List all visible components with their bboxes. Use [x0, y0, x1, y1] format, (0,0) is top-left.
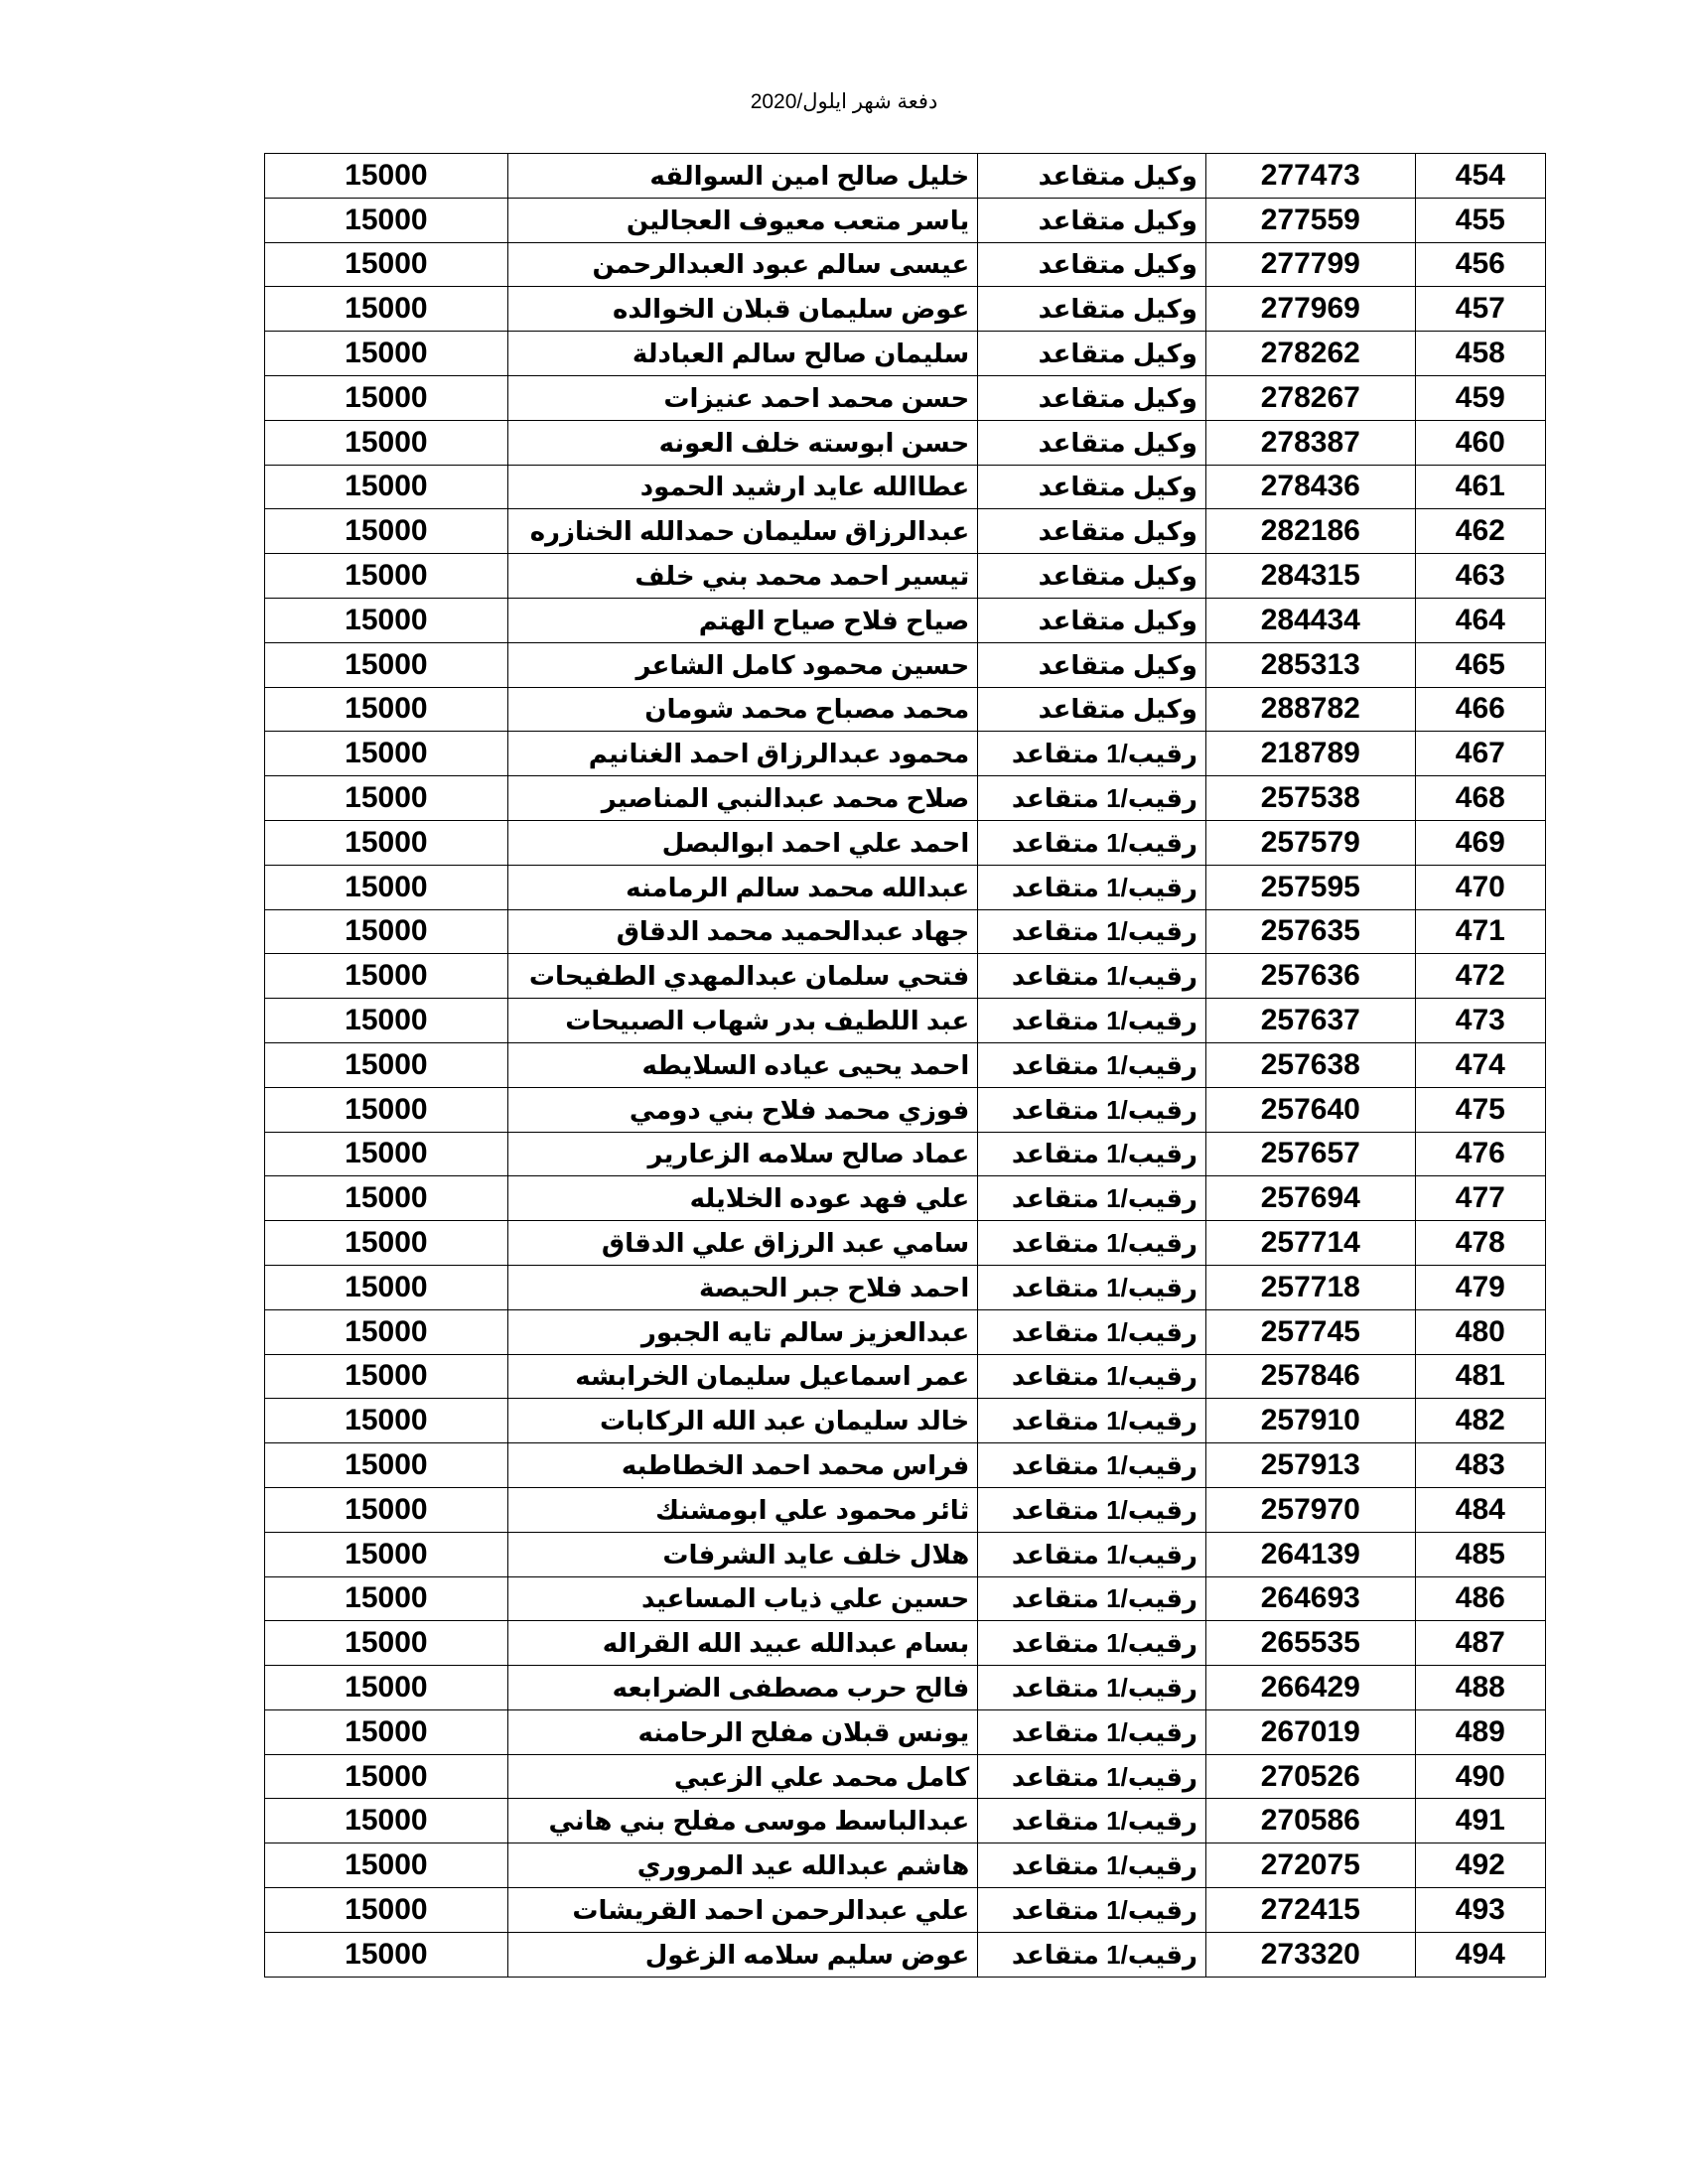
amount-cell: 15000	[265, 1843, 508, 1888]
military-id-cell: 257657	[1205, 1132, 1415, 1176]
amount-cell: 15000	[265, 687, 508, 732]
amount-cell: 15000	[265, 642, 508, 687]
rank-cell: رقيب/1 متقاعد	[978, 1087, 1206, 1132]
rank-cell: رقيب/1 متقاعد	[978, 1621, 1206, 1666]
amount-cell: 15000	[265, 999, 508, 1043]
table-row	[265, 1399, 1546, 1443]
full-name-cell: هلال خلف عايد الشرفات	[507, 1532, 977, 1576]
full-name-cell: صياح فلاح صياح الهتم	[507, 598, 977, 642]
rank-cell: رقيب/1 متقاعد	[978, 1487, 1206, 1532]
rank-cell: رقيب/1 متقاعد	[978, 1042, 1206, 1087]
amount-cell: 15000	[265, 1042, 508, 1087]
full-name-cell: عبدالرزاق سليمان حمدالله الخنازره	[507, 509, 977, 554]
table-row	[265, 242, 1546, 287]
amount-cell: 15000	[265, 1754, 508, 1799]
military-id-cell: 257635	[1205, 909, 1415, 954]
page-header: دفعة شهر ايلول/2020	[750, 90, 938, 113]
table-row	[265, 1309, 1546, 1354]
amount-cell: 15000	[265, 1221, 508, 1266]
serial-number-cell: 476	[1415, 1132, 1545, 1176]
amount-cell: 15000	[265, 375, 508, 420]
table-row	[265, 1576, 1546, 1621]
table-row	[265, 1265, 1546, 1309]
amount-cell: 15000	[265, 242, 508, 287]
rank-cell: وكيل متقاعد	[978, 465, 1206, 509]
military-id-cell: 285313	[1205, 642, 1415, 687]
table-row	[265, 820, 1546, 865]
full-name-cell: سامي عبد الرزاق علي الدقاق	[507, 1221, 977, 1266]
table-row	[265, 1754, 1546, 1799]
military-id-cell: 264693	[1205, 1576, 1415, 1621]
military-id-cell: 257636	[1205, 954, 1415, 999]
full-name-cell: عبدالباسط موسى مفلح بني هاني	[507, 1799, 977, 1843]
table-row	[265, 1709, 1546, 1754]
amount-cell: 15000	[265, 820, 508, 865]
full-name-cell: كامل محمد علي الزعبي	[507, 1754, 977, 1799]
full-name-cell: عبد اللطيف بدر شهاب الصبيحات	[507, 999, 977, 1043]
rank-cell: رقيب/1 متقاعد	[978, 865, 1206, 909]
rank-cell: رقيب/1 متقاعد	[978, 1709, 1206, 1754]
full-name-cell: فراس محمد احمد الخطاطبه	[507, 1443, 977, 1488]
rank-cell: رقيب/1 متقاعد	[978, 1932, 1206, 1977]
serial-number-cell: 464	[1415, 598, 1545, 642]
serial-number-cell: 479	[1415, 1265, 1545, 1309]
military-id-cell: 257970	[1205, 1487, 1415, 1532]
table-row	[265, 954, 1546, 999]
military-id-cell: 272415	[1205, 1888, 1415, 1933]
amount-cell: 15000	[265, 909, 508, 954]
rank-cell: رقيب/1 متقاعد	[978, 776, 1206, 821]
amount-cell: 15000	[265, 198, 508, 242]
serial-number-cell: 466	[1415, 687, 1545, 732]
military-id-cell: 282186	[1205, 509, 1415, 554]
table-row	[265, 1132, 1546, 1176]
amount-cell: 15000	[265, 154, 508, 199]
rank-cell: رقيب/1 متقاعد	[978, 1888, 1206, 1933]
amount-cell: 15000	[265, 554, 508, 599]
serial-number-cell: 468	[1415, 776, 1545, 821]
rank-cell: وكيل متقاعد	[978, 287, 1206, 332]
serial-number-cell: 459	[1415, 375, 1545, 420]
military-id-cell: 257714	[1205, 1221, 1415, 1266]
military-id-cell: 278387	[1205, 420, 1415, 465]
military-id-cell: 257579	[1205, 820, 1415, 865]
table-row	[265, 1621, 1546, 1666]
military-id-cell: 278267	[1205, 375, 1415, 420]
serial-number-cell: 469	[1415, 820, 1545, 865]
military-id-cell: 288782	[1205, 687, 1415, 732]
roster-body	[265, 154, 1546, 1978]
military-id-cell: 257913	[1205, 1443, 1415, 1488]
rank-cell: وكيل متقاعد	[978, 198, 1206, 242]
military-id-cell: 277969	[1205, 287, 1415, 332]
amount-cell: 15000	[265, 1087, 508, 1132]
full-name-cell: ياسر متعب معيوف العجالين	[507, 198, 977, 242]
military-id-cell: 257538	[1205, 776, 1415, 821]
amount-cell: 15000	[265, 332, 508, 376]
full-name-cell: خالد سليمان عبد الله الركابات	[507, 1399, 977, 1443]
serial-number-cell: 454	[1415, 154, 1545, 199]
military-id-cell: 277559	[1205, 198, 1415, 242]
table-row	[265, 465, 1546, 509]
table-row	[265, 1932, 1546, 1977]
serial-number-cell: 460	[1415, 420, 1545, 465]
rank-cell: رقيب/1 متقاعد	[978, 732, 1206, 776]
roster-table	[264, 153, 1546, 1978]
serial-number-cell: 472	[1415, 954, 1545, 999]
serial-number-cell: 493	[1415, 1888, 1545, 1933]
rank-cell: رقيب/1 متقاعد	[978, 1309, 1206, 1354]
serial-number-cell: 455	[1415, 198, 1545, 242]
military-id-cell: 266429	[1205, 1666, 1415, 1710]
table-row	[265, 1532, 1546, 1576]
serial-number-cell: 463	[1415, 554, 1545, 599]
military-id-cell: 265535	[1205, 1621, 1415, 1666]
amount-cell: 15000	[265, 1709, 508, 1754]
table-row	[265, 1176, 1546, 1221]
table-row	[265, 865, 1546, 909]
full-name-cell: صلاح محمد عبدالنبي المناصير	[507, 776, 977, 821]
full-name-cell: عماد صالح سلامه الزعارير	[507, 1132, 977, 1176]
rank-cell: رقيب/1 متقاعد	[978, 1666, 1206, 1710]
full-name-cell: فتحي سلمان عبدالمهدي الطفيحات	[507, 954, 977, 999]
amount-cell: 15000	[265, 732, 508, 776]
table-row	[265, 1843, 1546, 1888]
military-id-cell: 270586	[1205, 1799, 1415, 1843]
amount-cell: 15000	[265, 1354, 508, 1399]
rank-cell: وكيل متقاعد	[978, 420, 1206, 465]
table-row	[265, 1888, 1546, 1933]
rank-cell: وكيل متقاعد	[978, 154, 1206, 199]
military-id-cell: 278436	[1205, 465, 1415, 509]
serial-number-cell: 477	[1415, 1176, 1545, 1221]
amount-cell: 15000	[265, 465, 508, 509]
serial-number-cell: 490	[1415, 1754, 1545, 1799]
full-name-cell: حسن محمد احمد عنيزات	[507, 375, 977, 420]
serial-number-cell: 465	[1415, 642, 1545, 687]
table-row	[265, 687, 1546, 732]
military-id-cell: 264139	[1205, 1532, 1415, 1576]
rank-cell: وكيل متقاعد	[978, 509, 1206, 554]
rank-cell: رقيب/1 متقاعد	[978, 1754, 1206, 1799]
full-name-cell: فوزي محمد فلاح بني دومي	[507, 1087, 977, 1132]
military-id-cell: 257640	[1205, 1087, 1415, 1132]
military-id-cell: 257637	[1205, 999, 1415, 1043]
table-row	[265, 909, 1546, 954]
full-name-cell: يونس قبلان مفلح الرحامنه	[507, 1709, 977, 1754]
military-id-cell: 277473	[1205, 154, 1415, 199]
full-name-cell: ثائر محمود علي ابومشنك	[507, 1487, 977, 1532]
full-name-cell: محمود عبدالرزاق احمد الغنانيم	[507, 732, 977, 776]
full-name-cell: عطاالله عايد ارشيد الحمود	[507, 465, 977, 509]
serial-number-cell: 485	[1415, 1532, 1545, 1576]
military-id-cell: 257718	[1205, 1265, 1415, 1309]
amount-cell: 15000	[265, 598, 508, 642]
full-name-cell: عبدالله محمد سالم الرمامنه	[507, 865, 977, 909]
military-id-cell: 257694	[1205, 1176, 1415, 1221]
rank-cell: رقيب/1 متقاعد	[978, 820, 1206, 865]
full-name-cell: سليمان صالح سالم العبادلة	[507, 332, 977, 376]
full-name-cell: هاشم عبدالله عيد المروري	[507, 1843, 977, 1888]
table-row	[265, 1443, 1546, 1488]
rank-cell: رقيب/1 متقاعد	[978, 1576, 1206, 1621]
table-row	[265, 598, 1546, 642]
amount-cell: 15000	[265, 509, 508, 554]
serial-number-cell: 494	[1415, 1932, 1545, 1977]
table-row	[265, 554, 1546, 599]
military-id-cell: 257910	[1205, 1399, 1415, 1443]
amount-cell: 15000	[265, 1132, 508, 1176]
table-row	[265, 999, 1546, 1043]
table-row	[265, 732, 1546, 776]
amount-cell: 15000	[265, 1666, 508, 1710]
rank-cell: رقيب/1 متقاعد	[978, 1132, 1206, 1176]
full-name-cell: عيسى سالم عبود العبدالرحمن	[507, 242, 977, 287]
serial-number-cell: 491	[1415, 1799, 1545, 1843]
full-name-cell: حسن ابوسته خلف العونه	[507, 420, 977, 465]
serial-number-cell: 467	[1415, 732, 1545, 776]
rank-cell: رقيب/1 متقاعد	[978, 1443, 1206, 1488]
amount-cell: 15000	[265, 1576, 508, 1621]
full-name-cell: حسين محمود كامل الشاعر	[507, 642, 977, 687]
rank-cell: وكيل متقاعد	[978, 687, 1206, 732]
table-row	[265, 1666, 1546, 1710]
table-row	[265, 154, 1546, 199]
full-name-cell: عبدالعزيز سالم تايه الجبور	[507, 1309, 977, 1354]
amount-cell: 15000	[265, 1532, 508, 1576]
military-id-cell: 273320	[1205, 1932, 1415, 1977]
full-name-cell: بسام عبدالله عبيد الله القراله	[507, 1621, 977, 1666]
serial-number-cell: 471	[1415, 909, 1545, 954]
serial-number-cell: 457	[1415, 287, 1545, 332]
serial-number-cell: 478	[1415, 1221, 1545, 1266]
serial-number-cell: 461	[1415, 465, 1545, 509]
rank-cell: رقيب/1 متقاعد	[978, 999, 1206, 1043]
amount-cell: 15000	[265, 1443, 508, 1488]
table-row	[265, 332, 1546, 376]
amount-cell: 15000	[265, 1399, 508, 1443]
full-name-cell: علي عبدالرحمن احمد القريشات	[507, 1888, 977, 1933]
amount-cell: 15000	[265, 1487, 508, 1532]
rank-cell: وكيل متقاعد	[978, 332, 1206, 376]
full-name-cell: احمد علي احمد ابوالبصل	[507, 820, 977, 865]
full-name-cell: جهاد عبدالحميد محمد الدقاق	[507, 909, 977, 954]
amount-cell: 15000	[265, 1932, 508, 1977]
rank-cell: وكيل متقاعد	[978, 598, 1206, 642]
rank-cell: وكيل متقاعد	[978, 642, 1206, 687]
full-name-cell: عوض سليم سلامه الزغول	[507, 1932, 977, 1977]
full-name-cell: علي فهد عوده الخلايله	[507, 1176, 977, 1221]
serial-number-cell: 475	[1415, 1087, 1545, 1132]
serial-number-cell: 488	[1415, 1666, 1545, 1710]
rank-cell: رقيب/1 متقاعد	[978, 1176, 1206, 1221]
amount-cell: 15000	[265, 420, 508, 465]
table-row	[265, 1042, 1546, 1087]
table-row	[265, 1221, 1546, 1266]
rank-cell: وكيل متقاعد	[978, 375, 1206, 420]
rank-cell: رقيب/1 متقاعد	[978, 954, 1206, 999]
amount-cell: 15000	[265, 776, 508, 821]
military-id-cell: 267019	[1205, 1709, 1415, 1754]
full-name-cell: احمد يحيى عياده السلايطه	[507, 1042, 977, 1087]
table-row	[265, 1487, 1546, 1532]
amount-cell: 15000	[265, 865, 508, 909]
military-id-cell: 277799	[1205, 242, 1415, 287]
amount-cell: 15000	[265, 287, 508, 332]
amount-cell: 15000	[265, 1309, 508, 1354]
serial-number-cell: 486	[1415, 1576, 1545, 1621]
table-row	[265, 1354, 1546, 1399]
full-name-cell: محمد مصباح محمد شومان	[507, 687, 977, 732]
amount-cell: 15000	[265, 1176, 508, 1221]
rank-cell: رقيب/1 متقاعد	[978, 1221, 1206, 1266]
amount-cell: 15000	[265, 954, 508, 999]
amount-cell: 15000	[265, 1621, 508, 1666]
serial-number-cell: 456	[1415, 242, 1545, 287]
serial-number-cell: 470	[1415, 865, 1545, 909]
serial-number-cell: 480	[1415, 1309, 1545, 1354]
rank-cell: وكيل متقاعد	[978, 554, 1206, 599]
serial-number-cell: 482	[1415, 1399, 1545, 1443]
table-row	[265, 198, 1546, 242]
full-name-cell: خليل صالح امين السوالقه	[507, 154, 977, 199]
serial-number-cell: 484	[1415, 1487, 1545, 1532]
rank-cell: وكيل متقاعد	[978, 242, 1206, 287]
full-name-cell: حسين علي ذياب المساعيد	[507, 1576, 977, 1621]
rank-cell: رقيب/1 متقاعد	[978, 1265, 1206, 1309]
serial-number-cell: 458	[1415, 332, 1545, 376]
serial-number-cell: 487	[1415, 1621, 1545, 1666]
full-name-cell: عمر اسماعيل سليمان الخرابشه	[507, 1354, 977, 1399]
rank-cell: رقيب/1 متقاعد	[978, 1799, 1206, 1843]
military-id-cell: 257595	[1205, 865, 1415, 909]
amount-cell: 15000	[265, 1799, 508, 1843]
table-row	[265, 1087, 1546, 1132]
serial-number-cell: 489	[1415, 1709, 1545, 1754]
full-name-cell: عوض سليمان قبلان الخوالده	[507, 287, 977, 332]
rank-cell: رقيب/1 متقاعد	[978, 1354, 1206, 1399]
full-name-cell: فالح حرب مصطفى الضرابعه	[507, 1666, 977, 1710]
military-id-cell: 257846	[1205, 1354, 1415, 1399]
table-row	[265, 287, 1546, 332]
military-id-cell: 257638	[1205, 1042, 1415, 1087]
table-row	[265, 642, 1546, 687]
serial-number-cell: 474	[1415, 1042, 1545, 1087]
full-name-cell: احمد فلاح جبر الحيصة	[507, 1265, 977, 1309]
table-row	[265, 776, 1546, 821]
military-id-cell: 257745	[1205, 1309, 1415, 1354]
full-name-cell: تيسير احمد محمد بني خلف	[507, 554, 977, 599]
military-id-cell: 284315	[1205, 554, 1415, 599]
serial-number-cell: 492	[1415, 1843, 1545, 1888]
military-id-cell: 284434	[1205, 598, 1415, 642]
military-id-cell: 272075	[1205, 1843, 1415, 1888]
serial-number-cell: 483	[1415, 1443, 1545, 1488]
military-id-cell: 218789	[1205, 732, 1415, 776]
rank-cell: رقيب/1 متقاعد	[978, 1532, 1206, 1576]
serial-number-cell: 473	[1415, 999, 1545, 1043]
military-id-cell: 278262	[1205, 332, 1415, 376]
serial-number-cell: 462	[1415, 509, 1545, 554]
rank-cell: رقيب/1 متقاعد	[978, 1399, 1206, 1443]
table-row	[265, 509, 1546, 554]
rank-cell: رقيب/1 متقاعد	[978, 909, 1206, 954]
military-id-cell: 270526	[1205, 1754, 1415, 1799]
table-row	[265, 420, 1546, 465]
rank-cell: رقيب/1 متقاعد	[978, 1843, 1206, 1888]
amount-cell: 15000	[265, 1888, 508, 1933]
table-row	[265, 1799, 1546, 1843]
table-row	[265, 375, 1546, 420]
serial-number-cell: 481	[1415, 1354, 1545, 1399]
amount-cell: 15000	[265, 1265, 508, 1309]
